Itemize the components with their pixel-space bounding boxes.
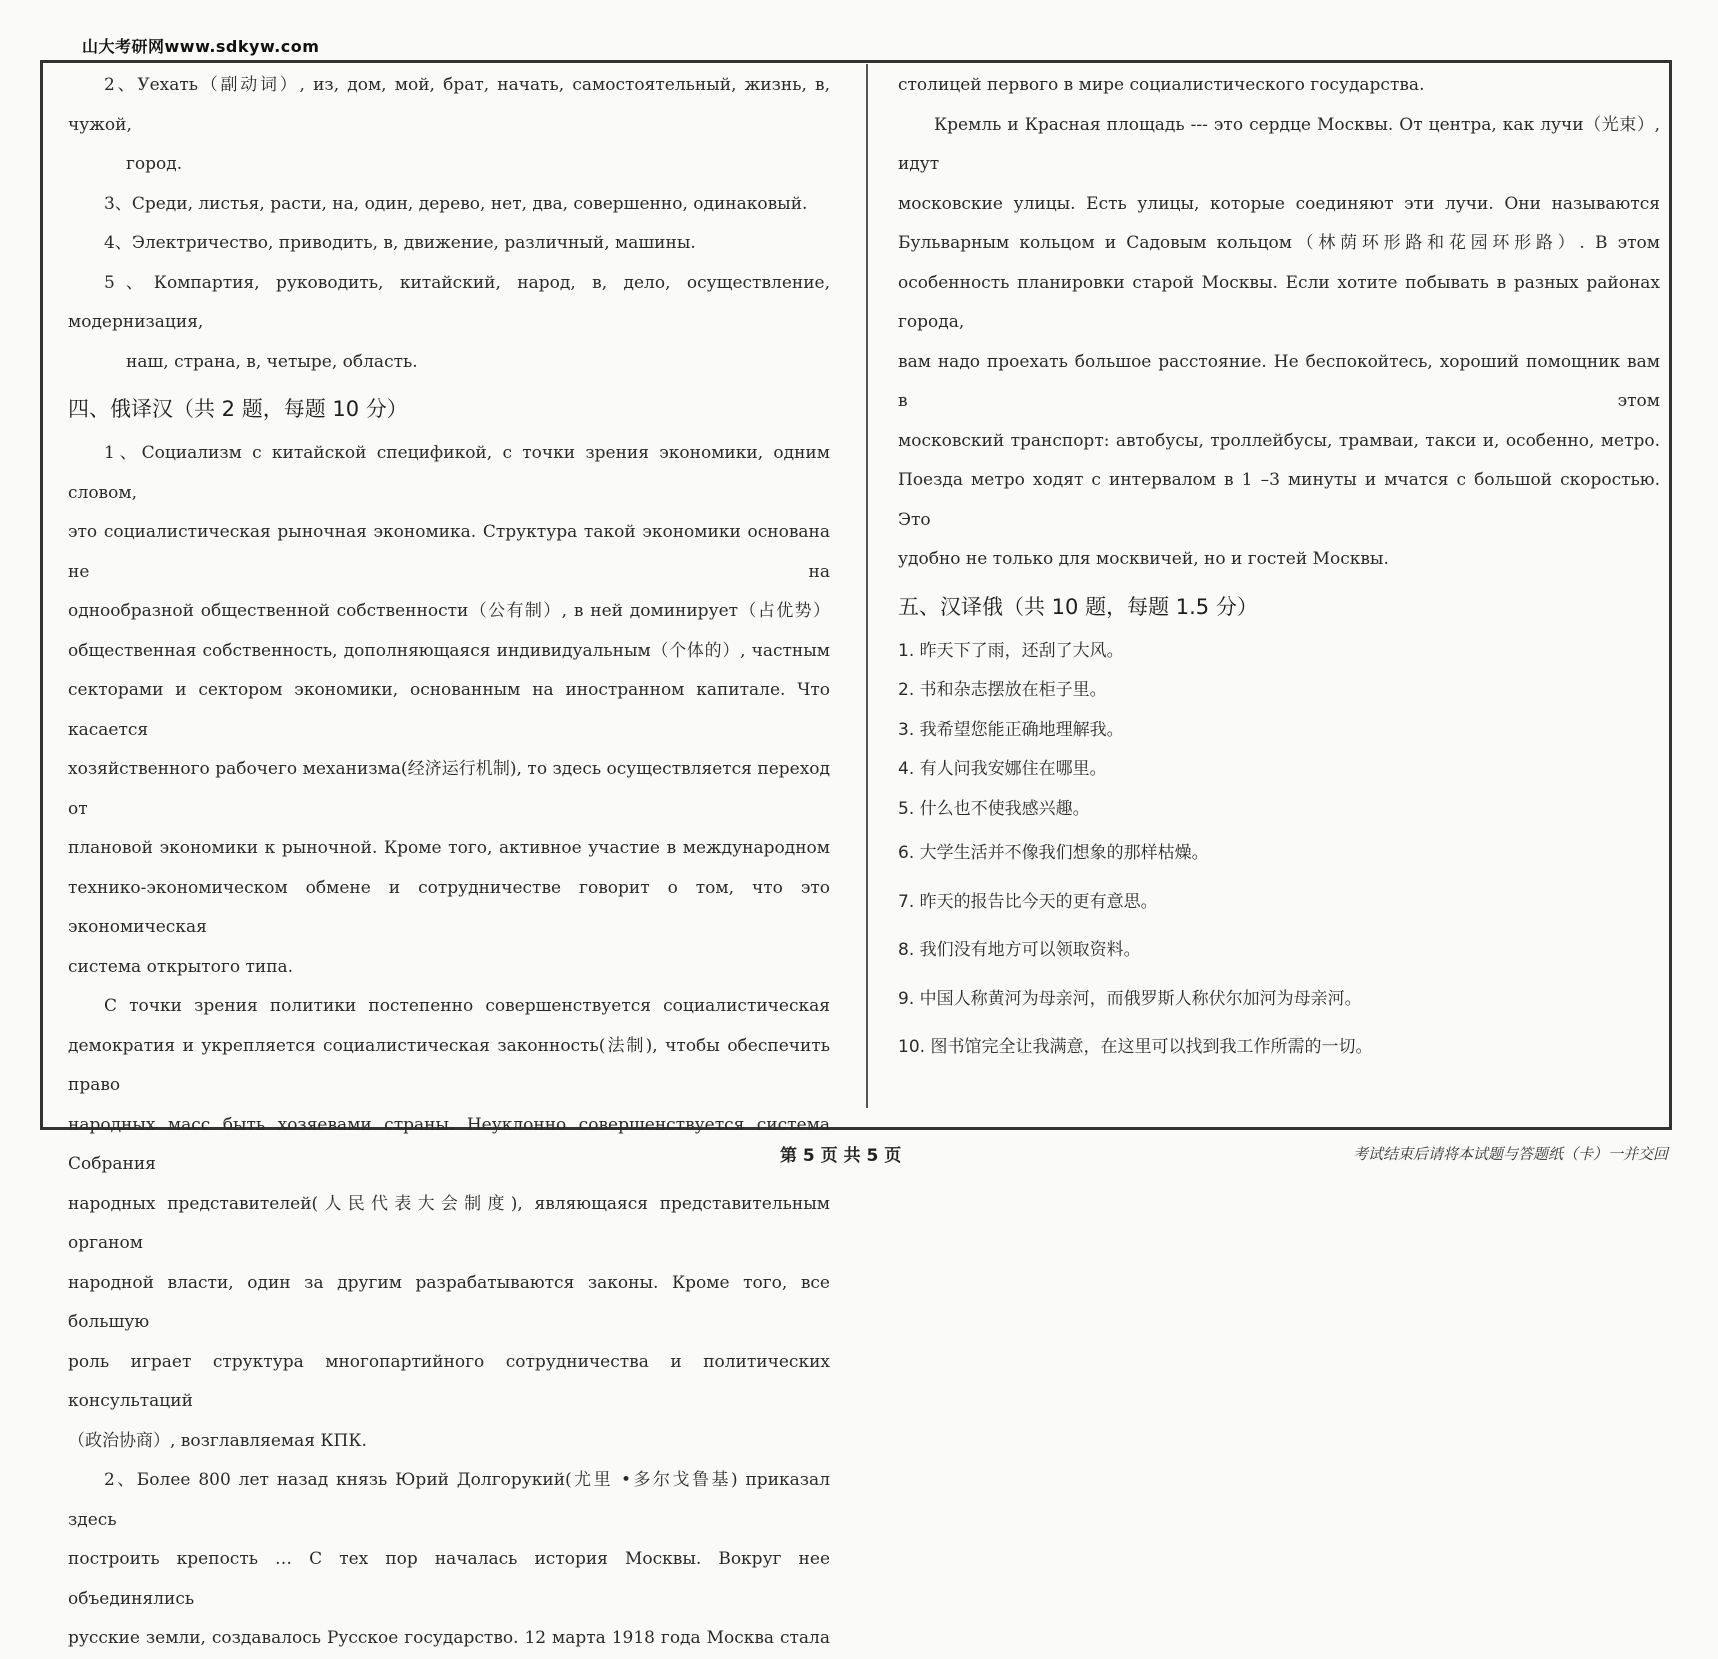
translation-item: 10. 图书馆完全让我满意，在这里可以找到我工作所需的一切。 — [898, 1037, 1373, 1057]
exercise-line: 5、Компартия, руководить, китайский, народ, в, дело, осуществление, модернизация, — [68, 272, 830, 332]
passage-line: особенность планировки старой Москвы. Если хотите побывать в разных районах города, — [898, 272, 1660, 332]
passage-line: секторами и сектором экономики, основанным на иностранном капитале. Что касается — [68, 680, 830, 740]
translation-item: 4. 有人问我安娜住在哪里。 — [898, 759, 1107, 779]
exercise-line: наш, страна, в, четыре, область. — [126, 351, 418, 372]
passage-line: Кремль и Красная площадь --- это сердце Москвы. От центра, как лучи（光束）, идут — [898, 114, 1660, 174]
site-watermark: 山大考研网www.sdkyw.com — [82, 37, 320, 56]
passage-line: роль играет структура многопартийного сотрудничества и политических консультаций — [68, 1351, 830, 1411]
translation-item: 6. 大学生活并不像我们想象的那样枯燥。 — [898, 843, 1209, 863]
passage-line: технико-экономическом обмене и сотрудничестве говорит о том, что это экономическая — [68, 877, 830, 937]
passage-line: народных масс быть хозяевами страны. Неуклонно совершенствуется система Собрания — [68, 1114, 830, 1174]
passage-line: вам надо проехать большое расстояние. Не беспокойтесь, хороший помощник вам в этом — [898, 351, 1660, 411]
passage-line: московские улицы. Есть улицы, которые соединяют эти лучи. Они называются — [898, 193, 1660, 214]
section-title-ru-zh: 四、俄译汉（共 2 题，每题 10 分） — [68, 397, 408, 421]
passage-line: народной власти, один за другим разрабатываются законы. Кроме того, все большую — [68, 1272, 830, 1332]
translation-item: 8. 我们没有地方可以领取资料。 — [898, 940, 1141, 960]
passage-line: демократия и укрепляется социалистическая законность(法制), чтобы обеспечить право — [68, 1035, 830, 1095]
footer-instruction: 考试结束后请将本试题与答题纸（卡）一并交回 — [1352, 1145, 1668, 1163]
exercise-line: город. — [126, 154, 183, 174]
passage-line: столицей первого в мире социалистического государства. — [898, 75, 1425, 95]
translation-item: 1. 昨天下了雨，还刮了大风。 — [898, 640, 1124, 661]
column-divider — [866, 64, 868, 1108]
left-column — [68, 66, 830, 1659]
passage-line: Поезда метро ходят с интервалом в 1 –3 минуты и мчатся с большой скоростью. Это — [898, 470, 1660, 530]
passage-line: народных представителей(人民代表大会制度), являющаяся представительным органом — [68, 1193, 830, 1253]
translation-item: 5. 什么也不使我感兴趣。 — [898, 798, 1090, 819]
passage-line: однообразной общественной собственности（公有制）, в ней доминирует（占优势） — [68, 601, 830, 621]
exercise-line: 3、Среди, листья, расти, на, один, дерево, нет, два, совершенно, одинаковый. — [104, 193, 808, 214]
passage-line: плановой экономики к рыночной. Кроме того, активное участие в международном — [68, 838, 830, 858]
passage-line: （政治协商）, возглавляемая КПК. — [68, 1430, 367, 1451]
passage-line: удобно не только для москвичей, но и гостей Москвы. — [898, 549, 1389, 569]
passage-line: С точки зрения политики постепенно совершенствуется социалистическая — [104, 996, 830, 1016]
passage-line: 1、Социализм с китайской спецификой, с точки зрения экономики, одним словом, — [68, 443, 830, 503]
exercise-line: 4、Электричество, приводить, в, движение, различный, машины. — [104, 233, 696, 253]
passage-line: московский транспорт: автобусы, троллейбусы, трамваи, такси и, особенно, метро. — [898, 430, 1660, 451]
translation-item: 7. 昨天的报告比今天的更有意思。 — [898, 891, 1158, 912]
translation-item: 2. 书和杂志摆放在柜子里。 — [898, 680, 1107, 700]
passage-line: русские земли, создавалось Русское государство. 12 марта 1918 года Москва стала — [68, 1628, 830, 1648]
exercise-line: 2、Уехать（副动词）, из, дом, мой, брат, начать, самостоятельный, жизнь, в, чужой, — [68, 75, 830, 135]
passage-line: общественная собственность, дополняющаяся индивидуальным（个体的）, частным — [68, 640, 830, 661]
translation-item: 9. 中国人称黄河为母亲河，而俄罗斯人称伏尔加河为母亲河。 — [898, 988, 1362, 1009]
section-title-zh-ru: 五、汉译俄（共 10 题，每题 1.5 分） — [898, 594, 1258, 619]
passage-line: Бульварным кольцом и Садовым кольцом（林荫环形路和花园环形路）. В этом — [898, 233, 1660, 253]
page-number: 第 5 页 共 5 页 — [780, 1146, 902, 1166]
translation-item: 3. 我希望您能正确地理解我。 — [898, 719, 1124, 740]
passage-line: хозяйственного рабочего механизма(经济运行机制), то здесь осуществляется переход от — [68, 759, 830, 819]
passage-line: построить крепость … С тех пор началась история Москвы. Вокруг нее объединялись — [68, 1549, 830, 1609]
passage-line: 2、Более 800 лет назад князь Юрий Долгорукий(尤里 •多尔戈鲁基) приказал здесь — [68, 1470, 830, 1530]
passage-line: это социалистическая рыночная экономика. Структура такой экономики основана не на — [68, 522, 830, 582]
right-column — [898, 66, 1660, 1072]
passage-line: система открытого типа. — [68, 956, 294, 977]
